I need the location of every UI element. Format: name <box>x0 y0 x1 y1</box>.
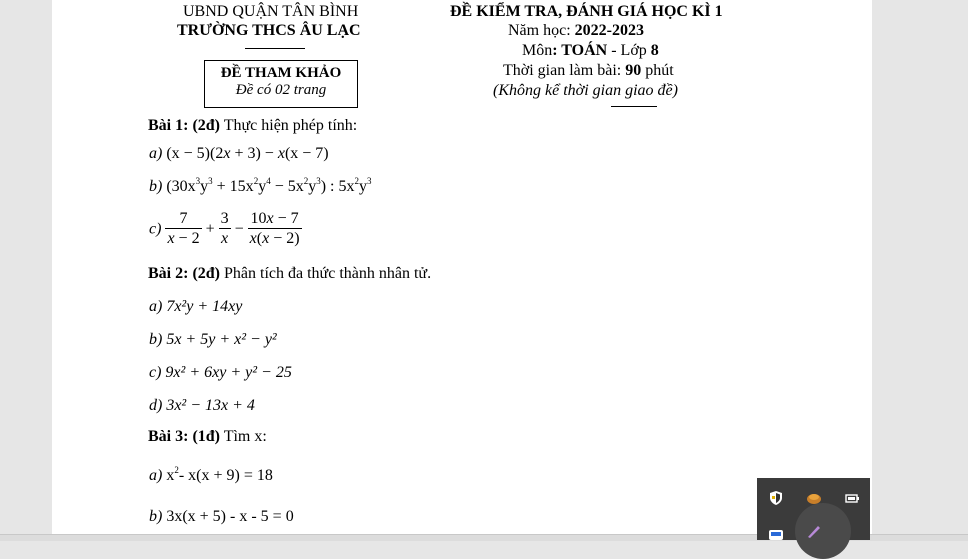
fraction-1: $\frac{7}{x - 2}$ <box>167 210 200 247</box>
bai3-desc: Tìm x: <box>220 428 267 445</box>
school-name: TRƯỜNG THCS ÂU LẠC <box>177 22 361 39</box>
battery-icon[interactable] <box>844 490 860 506</box>
bai1-title: Bài 1: (2đ) <box>148 117 220 134</box>
divider-left <box>245 48 305 49</box>
bai1-c-label: c) <box>149 220 162 238</box>
bai3-b: b) 3x(x + 5) - x - 5 = 0 <box>149 508 294 525</box>
bai1-desc: Thực hiện phép tính: <box>220 117 358 134</box>
bai3-heading <box>148 428 267 446</box>
document-page <box>52 0 872 534</box>
fraction-3: $\frac{10x - 7}{x(x - 2)}$ <box>249 210 300 247</box>
bai3-a-label: a) <box>149 467 163 484</box>
grade-value: 8 <box>650 42 659 59</box>
divider-right <box>611 106 657 107</box>
shield-icon[interactable] <box>768 490 784 506</box>
pen-icon[interactable] <box>806 523 822 539</box>
page-count-note: Đề có 02 trang <box>235 82 327 98</box>
reference-title: ĐỀ THAM KHẢO <box>220 65 342 81</box>
bai1-heading <box>148 117 357 135</box>
grade-label: - Lớp <box>607 42 651 59</box>
bai1-c: c) $\frac{7}{x - 2}$ + $\frac{3}{x}$ − $\frac{10x - 7}{x(x - 2)}$ <box>149 210 300 247</box>
mail-icon[interactable] <box>768 527 784 543</box>
subject-label: Môn <box>522 42 553 59</box>
fraction-2: $\frac{3}{x}$ <box>220 210 229 247</box>
time-unit: phút <box>641 62 674 79</box>
bai2-heading <box>148 265 431 283</box>
bai1-b-label: b) <box>149 178 163 195</box>
time-value: 90 <box>625 62 642 79</box>
bai3-title: Bài 3: (1đ) <box>148 428 220 445</box>
school-year-label: Năm học: <box>508 22 575 39</box>
bai1-a-label: a) <box>149 145 163 162</box>
school-year-value: 2022-2023 <box>574 22 644 39</box>
bai2-desc: Phân tích đa thức thành nhân tử. <box>220 265 432 282</box>
bai2-c: c) 9x² + 6xy + y² − 25 <box>149 364 292 381</box>
bai1-b: b) $(30x^3y^3 + 15x^2y^4 - 5x^2y^3)$ : $5x^2y^3$ <box>149 176 372 195</box>
time-line <box>503 62 674 80</box>
bai2-d: d) 3x² − 13x + 4 <box>149 397 255 414</box>
bai1-a: a) (x − 5)(2x + 3) − x(x − 7) <box>149 145 329 162</box>
bai3-b-label: b) <box>149 508 163 525</box>
reference-box <box>204 60 358 108</box>
bai3-a: a) $x^2-$ x(x + 9) = 18 <box>149 465 273 484</box>
time-note: (Không kể thời gian giao đề) <box>493 82 678 99</box>
school-year <box>508 22 644 40</box>
bai2-a: a) 7x²y + 14xy <box>149 298 243 315</box>
subject-line <box>522 42 659 60</box>
department-name: UBND QUẬN TÂN BÌNH <box>183 3 359 20</box>
exam-title: ĐỀ KIỂM TRA, ĐÁNH GIÁ HỌC KÌ 1 <box>450 3 723 20</box>
bai2-b: b) 5x + 5y + x² − y² <box>149 331 277 348</box>
bai2-title: Bài 2: (2đ) <box>148 265 220 282</box>
time-label: Thời gian làm bài: <box>503 62 626 79</box>
tray-highlight <box>795 503 851 559</box>
subject-value: : TOÁN <box>552 42 608 59</box>
